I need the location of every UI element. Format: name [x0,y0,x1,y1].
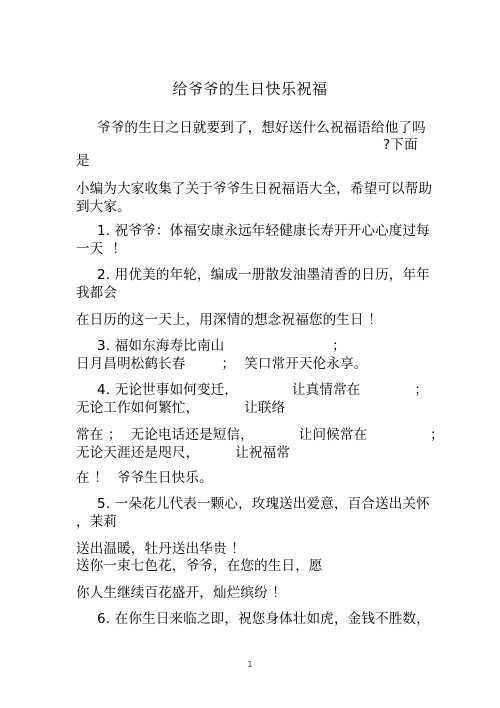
text-line: 无论工作如何繁忙， 让联络 [76,400,286,416]
text-line: 小编为大家收集了关于爷爷生日祝福语大全，希望可以帮助 [76,181,433,197]
text-line: 6. 在你生日来临之即，祝您身体壮如虎，金钱不胜数， [97,611,430,627]
text-line: 我都会 [76,285,118,301]
text-line: 5. 一朵花儿代表一颗心，玫瑰送出爱意，百合送出关怀 [97,496,430,512]
text-line: 2. 用优美的年轮，编成一册散发油墨清香的日历，年年 [97,267,430,283]
text-line: 爷爷的生日之日就要到了，想好送什么祝福语给他了吗 [97,120,426,136]
text-line: 4. 无论世事如何变迁， 让真情常在 ； [97,382,429,398]
text-line: 你人生继续百花盛开，灿烂缤纷 ！ [76,585,286,601]
text-line: 在日历的这一天上，用深情的想念祝福您的生日 ！ [76,312,382,328]
text-line: 无论天涯还是咫尺， 让祝福常 [76,445,291,461]
text-line: 日月昌明松鹤长春 ； 笑口常开天伦永享。 [76,356,368,372]
text-line: 送你一束七色花，爷爷，在您的生日，愿 [76,558,323,574]
text-line: 到大家。 [76,199,131,215]
text-line: 在 ！ 爷爷生日快乐。 [76,470,213,486]
text-line: ，茉莉 [76,514,118,530]
page-number: 1 [247,660,253,669]
text-line: 1. 祝爷爷：体福安康永远年轻健康长寿开开心心度过每 [97,223,430,239]
text-line: 送出温暖，牡丹送出华贵 ！ [76,541,245,557]
text-line: 常在 ； 无论电话还是短信， 让问候常在 ； [76,427,444,443]
text-line: ?下面 [383,137,418,153]
text-line: 一天 ！ [76,241,127,257]
document-title: 给爷爷的生日快乐祝福 [172,80,328,98]
text-line: 是 [76,153,90,169]
text-line: 3. 福如东海寿比南山 ； [97,338,346,354]
